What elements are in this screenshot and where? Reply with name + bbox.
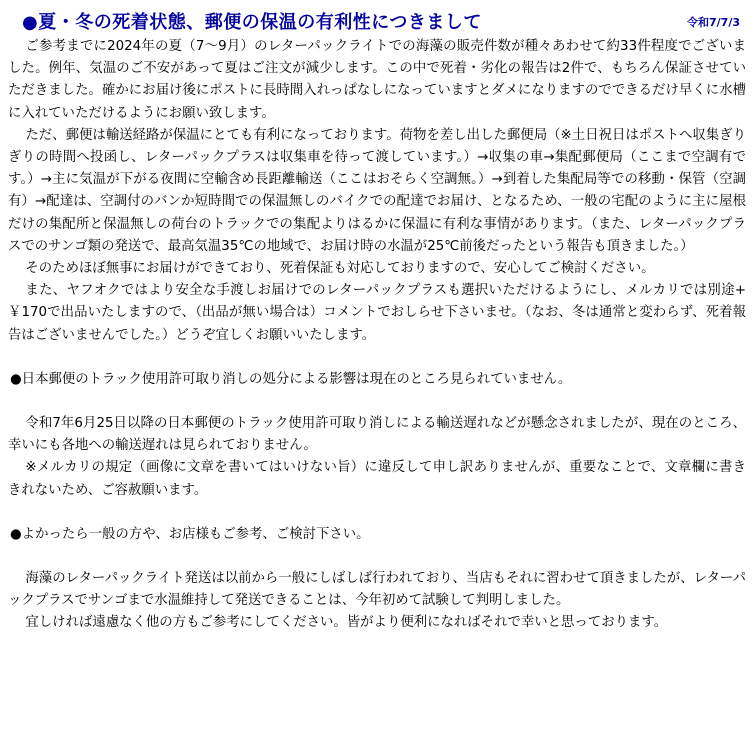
spacer [8,546,746,568]
heading-general-reference: ●よかったら一般の方や、お店様もご参考、ご検討下さい。 [10,526,370,542]
date-label: 令和7/7/3 [687,16,740,29]
heading-truck-license: ●日本郵便のトラック使用許可取り消しの処分による影響は現在のところ見られていません。 [10,371,572,387]
paragraph-guarantee: そのためほぼ無事にお届けができており、死着保証も対応しておりますので、安心してご検討ください。 [25,261,655,277]
paragraph-mercari-note: ※メルカリの規定（画像に文章を書いてはいけない旨）に違反して申し訳ありませんが、重要なことで、文章欄に書ききれないため、ご容赦願います。 [8,460,746,498]
paragraph-options: また、ヤフオクではより安全な手渡しお届けでのレターパックプラスも選択いただけるようにし、メルカリでは別途+￥170で出品いたしますので、（出品が無い場合は）コメントでおしらせ下さいませ。（なお、冬は通常と変わらず、死着報告はございませんでした。）どうぞ宜しくお願いいたします。 [8,283,746,343]
page-title: ●夏・冬の死着状態、郵便の保温の有利性につきまして [22,12,482,33]
header [8,6,746,36]
spacer [8,347,746,369]
paragraph-letterpack-trial: 海藻のレターパックライト発送は以前から一般にしばしば行われており、当店もそれに習わせて頂きましたが、レターパックプラスでサンゴまで水温維持して発送できることは、今年初めて試験して判明しました。 [8,571,746,609]
paragraph-summer-sales: ご参考までに2024年の夏（7〜9月）のレターパックライトでの海藻の販売件数が種々あわせて約33件程度でございました。例年、気温のご不安があって夏はご注文が減少します。この中で死着・劣化の報告は2件で、もちろん保証させていただきました。確かにお届け後にポストに長時間入れっぱなしになっていますとダメになりますのでできるだけ早くに水槽に入れていただけるようにお願い致します。 [8,39,746,121]
paragraph-closing: 宜しければ遠慮なく他の方もご参考にしてください。皆がより便利になればそれで幸いと思っております。 [25,615,668,631]
paragraph-postal-route: ただ、郵便は輸送経路が保温にとても有利になっております。荷物を差し出した郵便局（※土日祝日はポストへ収集ぎりぎりの時間へ投函し、レターパックプラスは収集車を待って渡しています。）→収集の車→集配郵便局（ここまで空調有です。）→主に気温が下がる夜間に空輸含め長距離輸送（ここはおそらく空調無。）→到着した集配局等での移動・保管（空調有）→配達は、空調付のバンか短時間での保温無しのバイクでの配達でお届け、となるため、一般の宅配のように主に屋根だけの集配所と保温無しの荷台のトラックでの集配よりはるかに保温に有利な事情があります。（また、レターパックプラスでのサンゴ類の発送で、最高気温35℃の地域で、お届け時の水温が25℃前後だったという報告も頂きました。） [8,127,746,254]
spacer [8,502,746,524]
paragraph-no-delays: 令和7年6月25日以降の日本郵便のトラック使用許可取り消しによる輸送遅れなどが懸念されましたが、現在のところ、幸いにも各地への輸送遅れは見られておりません。 [8,416,746,454]
notice-body [8,36,746,635]
spacer [8,391,746,413]
